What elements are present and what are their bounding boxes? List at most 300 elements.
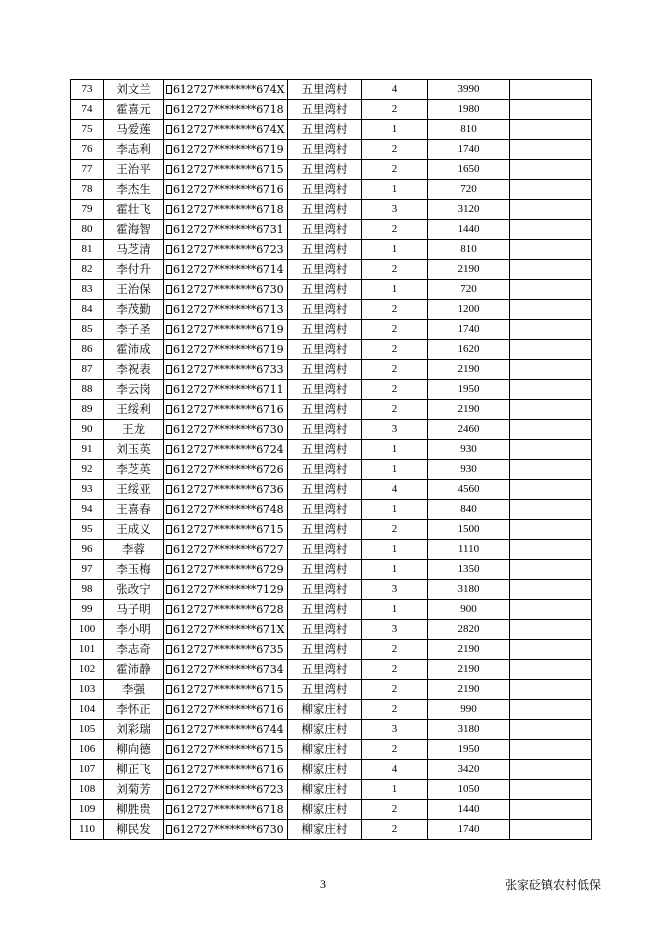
table-row — [71, 500, 592, 520]
id-number-text: 612727********6730 — [173, 283, 284, 296]
row-number: 93 — [71, 480, 104, 500]
id-number-text: 612727********6733 — [173, 363, 284, 376]
row-number: 88 — [71, 380, 104, 400]
id-number-text: 612727********671X — [173, 623, 285, 636]
remarks-cell — [510, 180, 592, 200]
table-row — [71, 760, 592, 780]
village-cell: 五里湾村 — [288, 80, 362, 100]
name-cell: 柳向德 — [104, 740, 164, 760]
id-number-cell — [164, 140, 288, 160]
village-cell: 五里湾村 — [288, 340, 362, 360]
remarks-cell — [510, 480, 592, 500]
row-number: 87 — [71, 360, 104, 380]
village-cell: 五里湾村 — [288, 420, 362, 440]
amount-cell: 2190 — [428, 260, 510, 280]
village-cell: 五里湾村 — [288, 120, 362, 140]
row-number: 105 — [71, 720, 104, 740]
remarks-cell — [510, 680, 592, 700]
remarks-cell — [510, 660, 592, 680]
amount-cell: 1740 — [428, 140, 510, 160]
household-size-cell: 2 — [362, 640, 428, 660]
id-number-text: 612727********674X — [173, 83, 285, 96]
remarks-cell — [510, 560, 592, 580]
id-number-cell — [164, 100, 288, 120]
id-number-cell — [164, 180, 288, 200]
household-size-cell: 2 — [362, 140, 428, 160]
remarks-cell — [510, 280, 592, 300]
village-cell: 五里湾村 — [288, 540, 362, 560]
id-number-cell — [164, 820, 288, 840]
id-number-text: 612727********6723 — [173, 243, 284, 256]
id-number-text: 612727********6716 — [173, 183, 284, 196]
missing-glyph-box-icon — [166, 605, 172, 614]
row-number: 74 — [71, 100, 104, 120]
amount-cell: 1440 — [428, 800, 510, 820]
table-row — [71, 720, 592, 740]
amount-cell: 1740 — [428, 320, 510, 340]
village-cell: 五里湾村 — [288, 300, 362, 320]
remarks-cell — [510, 340, 592, 360]
id-number-cell — [164, 160, 288, 180]
missing-glyph-box-icon — [166, 505, 172, 514]
amount-cell: 1350 — [428, 560, 510, 580]
id-number-cell — [164, 720, 288, 740]
id-number-text: 612727********6724 — [173, 443, 284, 456]
missing-glyph-box-icon — [166, 665, 172, 674]
household-size-cell: 4 — [362, 760, 428, 780]
remarks-cell — [510, 100, 592, 120]
row-number: 76 — [71, 140, 104, 160]
id-number-cell — [164, 320, 288, 340]
village-cell: 柳家庄村 — [288, 820, 362, 840]
missing-glyph-box-icon — [166, 765, 172, 774]
name-cell: 李付升 — [104, 260, 164, 280]
missing-glyph-box-icon — [166, 165, 172, 174]
missing-glyph-box-icon — [166, 365, 172, 374]
village-cell: 五里湾村 — [288, 600, 362, 620]
household-size-cell: 4 — [362, 480, 428, 500]
amount-cell: 2190 — [428, 360, 510, 380]
name-cell: 王龙 — [104, 420, 164, 440]
village-cell: 五里湾村 — [288, 240, 362, 260]
remarks-cell — [510, 380, 592, 400]
amount-cell: 4560 — [428, 480, 510, 500]
household-size-cell: 1 — [362, 560, 428, 580]
row-number: 81 — [71, 240, 104, 260]
remarks-cell — [510, 460, 592, 480]
row-number: 97 — [71, 560, 104, 580]
id-number-text: 612727********6715 — [173, 523, 284, 536]
row-number: 78 — [71, 180, 104, 200]
table-row — [71, 580, 592, 600]
id-number-cell — [164, 660, 288, 680]
remarks-cell — [510, 440, 592, 460]
remarks-cell — [510, 800, 592, 820]
missing-glyph-box-icon — [166, 125, 172, 134]
id-number-cell — [164, 260, 288, 280]
amount-cell: 1620 — [428, 340, 510, 360]
row-number: 95 — [71, 520, 104, 540]
id-number-text: 612727********6714 — [173, 263, 284, 276]
household-size-cell: 1 — [362, 460, 428, 480]
name-cell: 李杰生 — [104, 180, 164, 200]
table-body — [71, 80, 592, 840]
row-number: 75 — [71, 120, 104, 140]
amount-cell: 810 — [428, 120, 510, 140]
table-row — [71, 460, 592, 480]
id-number-cell — [164, 780, 288, 800]
amount-cell: 1950 — [428, 740, 510, 760]
id-number-text: 612727********6744 — [173, 723, 284, 736]
table-row — [71, 700, 592, 720]
missing-glyph-box-icon — [166, 405, 172, 414]
household-size-cell: 2 — [362, 700, 428, 720]
name-cell: 李小明 — [104, 620, 164, 640]
table-row — [71, 100, 592, 120]
id-number-cell — [164, 280, 288, 300]
village-cell: 五里湾村 — [288, 380, 362, 400]
remarks-cell — [510, 640, 592, 660]
village-cell: 柳家庄村 — [288, 700, 362, 720]
row-number: 90 — [71, 420, 104, 440]
id-number-cell — [164, 80, 288, 100]
remarks-cell — [510, 140, 592, 160]
missing-glyph-box-icon — [166, 785, 172, 794]
id-number-cell — [164, 340, 288, 360]
remarks-cell — [510, 720, 592, 740]
row-number: 94 — [71, 500, 104, 520]
table-row — [71, 360, 592, 380]
row-number: 84 — [71, 300, 104, 320]
village-cell: 五里湾村 — [288, 220, 362, 240]
missing-glyph-box-icon — [166, 445, 172, 454]
village-cell: 五里湾村 — [288, 560, 362, 580]
id-number-text: 612727********6748 — [173, 503, 284, 516]
amount-cell: 1500 — [428, 520, 510, 540]
amount-cell: 930 — [428, 440, 510, 460]
table-row — [71, 300, 592, 320]
table-row — [71, 440, 592, 460]
id-number-text: 612727********6716 — [173, 403, 284, 416]
id-number-text: 612727********6723 — [173, 783, 284, 796]
missing-glyph-box-icon — [166, 265, 172, 274]
household-size-cell: 1 — [362, 240, 428, 260]
id-number-cell — [164, 240, 288, 260]
village-cell: 五里湾村 — [288, 460, 362, 480]
village-cell: 五里湾村 — [288, 320, 362, 340]
remarks-cell — [510, 300, 592, 320]
amount-cell: 3180 — [428, 720, 510, 740]
household-size-cell: 2 — [362, 380, 428, 400]
id-number-text: 612727********6735 — [173, 643, 284, 656]
household-size-cell: 2 — [362, 100, 428, 120]
name-cell: 柳胜贵 — [104, 800, 164, 820]
row-number: 98 — [71, 580, 104, 600]
id-number-text: 612727********6728 — [173, 603, 284, 616]
id-number-text: 612727********6736 — [173, 483, 284, 496]
village-cell: 五里湾村 — [288, 680, 362, 700]
village-cell: 柳家庄村 — [288, 760, 362, 780]
remarks-cell — [510, 740, 592, 760]
id-number-cell — [164, 440, 288, 460]
table-row — [71, 340, 592, 360]
village-cell: 五里湾村 — [288, 360, 362, 380]
name-cell: 李祝表 — [104, 360, 164, 380]
row-number: 82 — [71, 260, 104, 280]
id-number-cell — [164, 620, 288, 640]
name-cell: 刘文兰 — [104, 80, 164, 100]
table-row — [71, 660, 592, 680]
table-row — [71, 560, 592, 580]
household-size-cell: 3 — [362, 580, 428, 600]
amount-cell: 2190 — [428, 640, 510, 660]
row-number: 77 — [71, 160, 104, 180]
name-cell: 霍海智 — [104, 220, 164, 240]
household-size-cell: 2 — [362, 800, 428, 820]
village-cell: 柳家庄村 — [288, 740, 362, 760]
household-size-cell: 2 — [362, 680, 428, 700]
row-number: 104 — [71, 700, 104, 720]
row-number: 80 — [71, 220, 104, 240]
id-number-cell — [164, 360, 288, 380]
name-cell: 李志奇 — [104, 640, 164, 660]
name-cell: 刘彩瑞 — [104, 720, 164, 740]
missing-glyph-box-icon — [166, 305, 172, 314]
amount-cell: 810 — [428, 240, 510, 260]
village-cell: 五里湾村 — [288, 660, 362, 680]
village-cell: 五里湾村 — [288, 580, 362, 600]
amount-cell: 900 — [428, 600, 510, 620]
missing-glyph-box-icon — [166, 325, 172, 334]
id-number-text: 612727********6731 — [173, 223, 284, 236]
row-number: 73 — [71, 80, 104, 100]
name-cell: 刘菊芳 — [104, 780, 164, 800]
id-number-cell — [164, 500, 288, 520]
id-number-cell — [164, 380, 288, 400]
village-cell: 五里湾村 — [288, 480, 362, 500]
name-cell: 李强 — [104, 680, 164, 700]
missing-glyph-box-icon — [166, 245, 172, 254]
missing-glyph-box-icon — [166, 285, 172, 294]
missing-glyph-box-icon — [166, 105, 172, 114]
remarks-cell — [510, 620, 592, 640]
amount-cell: 1110 — [428, 540, 510, 560]
row-number: 102 — [71, 660, 104, 680]
village-cell: 五里湾村 — [288, 180, 362, 200]
row-number: 92 — [71, 460, 104, 480]
recipient-table — [70, 79, 592, 840]
household-size-cell: 2 — [362, 400, 428, 420]
remarks-cell — [510, 780, 592, 800]
id-number-text: 612727********6734 — [173, 663, 284, 676]
name-cell: 李子圣 — [104, 320, 164, 340]
table-row — [71, 680, 592, 700]
id-number-text: 612727********6719 — [173, 143, 284, 156]
name-cell: 马子明 — [104, 600, 164, 620]
table-row — [71, 520, 592, 540]
table-row — [71, 220, 592, 240]
missing-glyph-box-icon — [166, 85, 172, 94]
village-cell: 柳家庄村 — [288, 720, 362, 740]
row-number: 101 — [71, 640, 104, 660]
table-row — [71, 800, 592, 820]
remarks-cell — [510, 420, 592, 440]
village-cell: 五里湾村 — [288, 280, 362, 300]
id-number-text: 612727********6718 — [173, 103, 284, 116]
id-number-text: 612727********6716 — [173, 763, 284, 776]
household-size-cell: 1 — [362, 440, 428, 460]
village-cell: 五里湾村 — [288, 440, 362, 460]
id-number-cell — [164, 560, 288, 580]
table-row — [71, 740, 592, 760]
row-number: 86 — [71, 340, 104, 360]
remarks-cell — [510, 220, 592, 240]
amount-cell: 930 — [428, 460, 510, 480]
household-size-cell: 2 — [362, 340, 428, 360]
id-number-cell — [164, 540, 288, 560]
table-row — [71, 620, 592, 640]
amount-cell: 2190 — [428, 400, 510, 420]
village-cell: 五里湾村 — [288, 100, 362, 120]
name-cell: 王治平 — [104, 160, 164, 180]
row-number: 91 — [71, 440, 104, 460]
household-size-cell: 2 — [362, 300, 428, 320]
remarks-cell — [510, 580, 592, 600]
id-number-text: 612727********6729 — [173, 563, 284, 576]
remarks-cell — [510, 240, 592, 260]
name-cell: 张改宁 — [104, 580, 164, 600]
id-number-cell — [164, 420, 288, 440]
id-number-cell — [164, 200, 288, 220]
amount-cell: 2190 — [428, 680, 510, 700]
name-cell: 王成义 — [104, 520, 164, 540]
household-size-cell: 2 — [362, 520, 428, 540]
name-cell: 霍沛成 — [104, 340, 164, 360]
missing-glyph-box-icon — [166, 585, 172, 594]
missing-glyph-box-icon — [166, 205, 172, 214]
household-size-cell: 2 — [362, 160, 428, 180]
name-cell: 柳民发 — [104, 820, 164, 840]
missing-glyph-box-icon — [166, 565, 172, 574]
remarks-cell — [510, 760, 592, 780]
name-cell: 刘玉英 — [104, 440, 164, 460]
amount-cell: 1050 — [428, 780, 510, 800]
row-number: 110 — [71, 820, 104, 840]
amount-cell: 2460 — [428, 420, 510, 440]
row-number: 109 — [71, 800, 104, 820]
amount-cell: 3990 — [428, 80, 510, 100]
remarks-cell — [510, 500, 592, 520]
amount-cell: 3180 — [428, 580, 510, 600]
name-cell: 李志利 — [104, 140, 164, 160]
table-row — [71, 280, 592, 300]
missing-glyph-box-icon — [166, 465, 172, 474]
row-number: 99 — [71, 600, 104, 620]
table-row — [71, 180, 592, 200]
missing-glyph-box-icon — [166, 625, 172, 634]
village-cell: 柳家庄村 — [288, 780, 362, 800]
household-size-cell: 3 — [362, 420, 428, 440]
missing-glyph-box-icon — [166, 345, 172, 354]
table-row — [71, 480, 592, 500]
id-number-text: 612727********6715 — [173, 743, 284, 756]
name-cell: 李玉梅 — [104, 560, 164, 580]
missing-glyph-box-icon — [166, 645, 172, 654]
household-size-cell: 1 — [362, 780, 428, 800]
amount-cell: 1740 — [428, 820, 510, 840]
missing-glyph-box-icon — [166, 725, 172, 734]
amount-cell: 990 — [428, 700, 510, 720]
name-cell: 王绥亚 — [104, 480, 164, 500]
id-number-cell — [164, 520, 288, 540]
remarks-cell — [510, 80, 592, 100]
village-cell: 五里湾村 — [288, 620, 362, 640]
table-row — [71, 240, 592, 260]
household-size-cell: 4 — [362, 80, 428, 100]
name-cell: 霍壮飞 — [104, 200, 164, 220]
household-size-cell: 3 — [362, 720, 428, 740]
table-row — [71, 540, 592, 560]
missing-glyph-box-icon — [166, 745, 172, 754]
name-cell: 王绥利 — [104, 400, 164, 420]
page-number: 3 — [320, 877, 326, 891]
name-cell: 李茂勤 — [104, 300, 164, 320]
id-number-text: 612727********6718 — [173, 203, 284, 216]
household-size-cell: 1 — [362, 180, 428, 200]
remarks-cell — [510, 820, 592, 840]
id-number-cell — [164, 700, 288, 720]
table-row — [71, 200, 592, 220]
household-size-cell: 2 — [362, 360, 428, 380]
remarks-cell — [510, 400, 592, 420]
id-number-text: 612727********674X — [173, 123, 285, 136]
village-cell: 五里湾村 — [288, 260, 362, 280]
village-cell: 五里湾村 — [288, 400, 362, 420]
remarks-cell — [510, 700, 592, 720]
id-number-cell — [164, 680, 288, 700]
missing-glyph-box-icon — [166, 485, 172, 494]
remarks-cell — [510, 360, 592, 380]
id-number-cell — [164, 220, 288, 240]
table-row — [71, 420, 592, 440]
household-size-cell: 2 — [362, 740, 428, 760]
id-number-text: 612727********6730 — [173, 823, 284, 836]
name-cell: 李怀正 — [104, 700, 164, 720]
amount-cell: 1650 — [428, 160, 510, 180]
remarks-cell — [510, 520, 592, 540]
id-number-text: 612727********6716 — [173, 703, 284, 716]
id-number-cell — [164, 760, 288, 780]
id-number-text: 612727********6715 — [173, 163, 284, 176]
id-number-cell — [164, 740, 288, 760]
name-cell: 马芝清 — [104, 240, 164, 260]
missing-glyph-box-icon — [166, 685, 172, 694]
id-number-cell — [164, 480, 288, 500]
remarks-cell — [510, 120, 592, 140]
amount-cell: 720 — [428, 280, 510, 300]
amount-cell: 2820 — [428, 620, 510, 640]
row-number: 96 — [71, 540, 104, 560]
household-size-cell: 1 — [362, 280, 428, 300]
village-cell: 五里湾村 — [288, 160, 362, 180]
amount-cell: 3420 — [428, 760, 510, 780]
row-number: 83 — [71, 280, 104, 300]
id-number-text: 612727********6719 — [173, 323, 284, 336]
household-size-cell: 1 — [362, 120, 428, 140]
village-cell: 五里湾村 — [288, 640, 362, 660]
id-number-text: 612727********6719 — [173, 343, 284, 356]
table-row — [71, 320, 592, 340]
